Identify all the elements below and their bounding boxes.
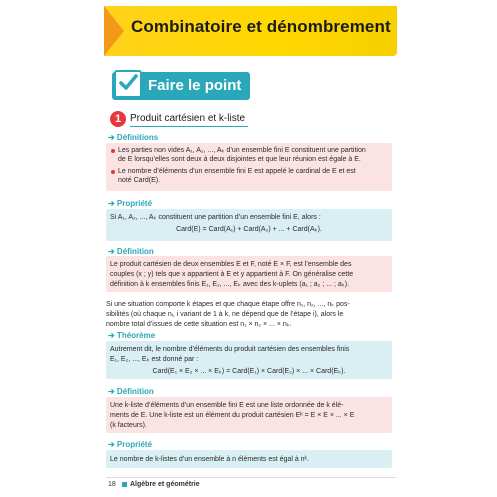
bullet-icon: [111, 170, 115, 174]
theoreme-formula: Card(E₁ × E₂ × ... × Eₖ) = Card(E₁) × Card(E₂) × ... × Card(Eₖ).: [152, 368, 346, 375]
section-underline: [130, 126, 248, 127]
definition-line2: couples (x ; y) tels que x appartient à E et y appartient à F. On généralise cette: [110, 271, 354, 278]
section-title: Produit cartésien et k-liste: [130, 113, 246, 124]
definition-line3: (k facteurs).: [110, 422, 147, 429]
theoreme-line2: E₁, E₂, ..., Eₖ est donné par :: [110, 356, 199, 363]
page-number: 18: [108, 481, 116, 488]
definition-line3: définition à k ensembles finis E₁, E₂, ..., Eₖ avec des k-uplets (a₁ ; a₂ ; ... ; aₖ).: [110, 281, 350, 288]
body-line3: nombre total d’issues de cette situation est n₁ × n₂ × ... × nₖ.: [106, 321, 292, 328]
propriete-label: ➔ Propriété: [108, 440, 153, 449]
definitions-bullet2-line2: noté Card(E).: [118, 177, 161, 184]
chapter-title: Combinatoire et dénombrement: [131, 17, 391, 36]
section-number: 1: [110, 111, 126, 127]
footer-divider: [106, 477, 396, 478]
theoreme-line1: Autrement dit, le nombre d’éléments du produit cartésien des ensembles finis: [110, 346, 350, 353]
propriete-label: ➔ Propriété: [108, 199, 153, 208]
banner-accent-triangle: [104, 6, 124, 56]
definition-line2: ments de E. Une k-liste est un élément du produit cartésien Eᵏ = E × E × ... × E: [110, 412, 355, 419]
bullet-icon: [111, 149, 115, 153]
definition-line1: Une k-liste d’éléments d’un ensemble fini E est une liste ordonnée de k élé-: [110, 402, 344, 409]
definitions-bullet1-line1: Les parties non vides A₁, A₂, ..., Aₖ d’un ensemble fini E constituent une partition: [118, 147, 366, 154]
checkbox-icon: [114, 70, 142, 98]
definition-label: ➔ Définition: [108, 247, 154, 256]
definitions-bullet2-line1: Le nombre d’éléments d’un ensemble fini E est appelé le cardinal de E et est: [118, 168, 356, 175]
definitions-label: ➔ Définitions: [108, 133, 159, 142]
definition-line1: Le produit cartésien de deux ensembles E et F, noté E × F, est l’ensemble des: [110, 261, 352, 268]
definition-label: ➔ Définition: [108, 387, 154, 396]
body-line1: Si une situation comporte k étapes et que chaque étape offre n₁, n₂, ..., nₖ pos-: [106, 301, 350, 308]
definitions-bullet1-line2: de E lorsqu’elles sont deux à deux disjointes et que leur réunion est égale à E.: [118, 156, 361, 163]
propriete-formula: Card(E) = Card(A₁) + Card(A₂) + ... + Card(Aₖ).: [176, 226, 322, 233]
propriete-line: Le nombre de k-listes d’un ensemble à n éléments est égal à nᵏ.: [110, 456, 309, 463]
theoreme-label: ➔ Théorème: [108, 331, 156, 340]
square-icon: [122, 482, 127, 487]
propriete-line: Si A₁, A₂, ..., Aₖ constituent une partition d’un ensemble fini E, alors :: [110, 214, 321, 221]
faire-le-point-title: Faire le point: [148, 77, 242, 94]
body-line2: sibilités (où chaque nᵢ, i variant de 1 à k, ne dépend que de l’étape i), alors le: [106, 311, 344, 318]
footer-section: Algèbre et géométrie: [130, 481, 200, 488]
